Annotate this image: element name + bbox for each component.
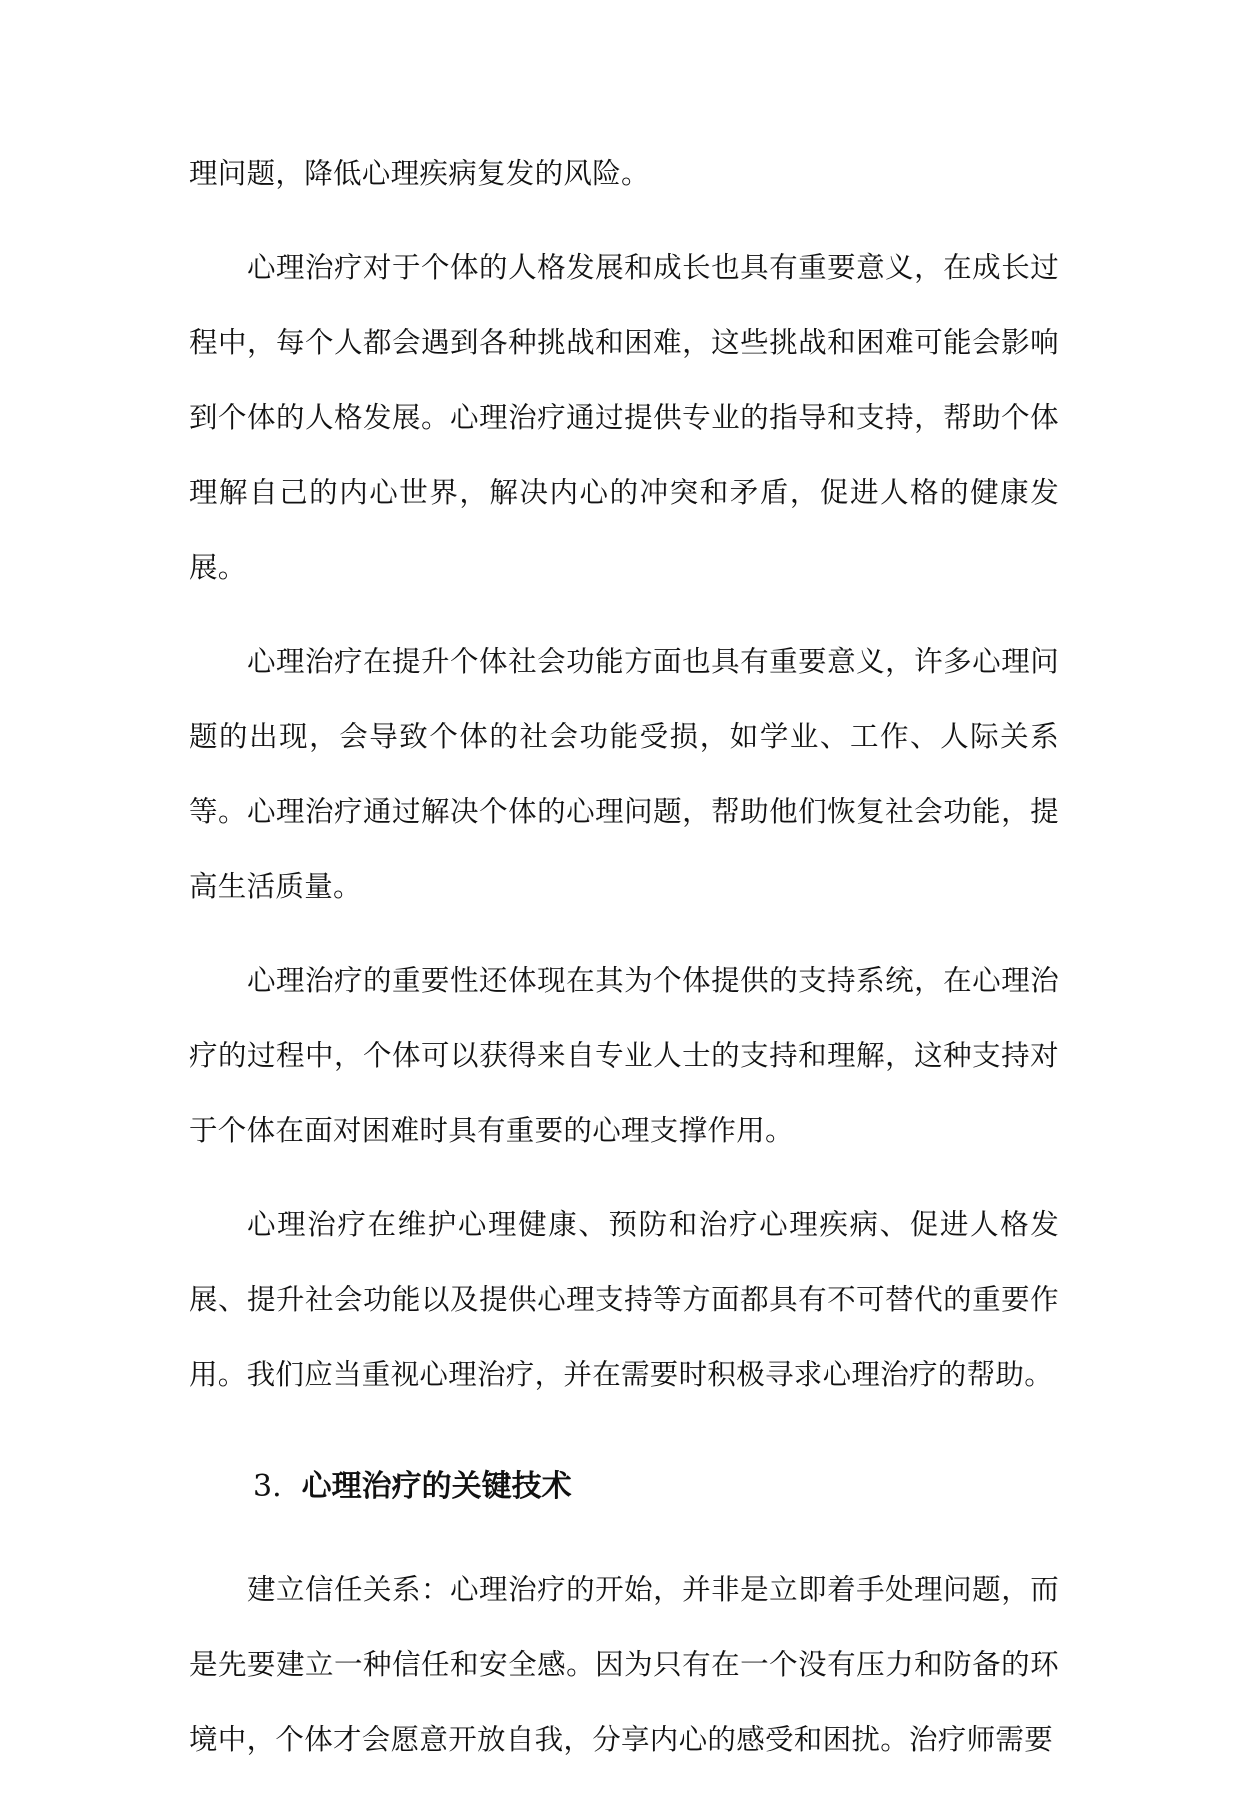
section-heading <box>189 1452 1059 1522</box>
document-body <box>189 136 1059 1796</box>
paragraph-social-function: 心理治疗在提升个体社会功能方面也具有重要意义，许多心理问题的出现，会导致个体的社会功能受损，如学业、工作、人际关系等。心理治疗通过解决个体的心理问题，帮助他们恢复社会功能，提高生活质量。 <box>189 645 1059 903</box>
paragraph-continuation: 理问题，降低心理疾病复发的风险。 <box>189 157 650 190</box>
paragraph-support-system: 心理治疗的重要性还体现在其为个体提供的支持系统，在心理治疗的过程中，个体可以获得来自专业人士的支持和理解，这种支持对于个体在面对困难时具有重要的心理支撑作用。 <box>189 964 1059 1147</box>
paragraph-summary: 心理治疗在维护心理健康、预防和治疗心理疾病、促进人格发展、提升社会功能以及提供心理支持等方面都具有不可替代的重要作用。我们应当重视心理治疗，并在需要时积极寻求心理治疗的帮助。 <box>189 1208 1059 1391</box>
section-number: 3. <box>253 1469 282 1504</box>
paragraph-trust-relationship: 建立信任关系：心理治疗的开始，并非是立即着手处理问题，而是先要建立一种信任和安全感。因为只有在一个没有压力和防备的环境中，个体才会愿意开放自我，分享内心的感受和困扰。治疗师需要 <box>189 1573 1059 1756</box>
section-title: 心理治疗的关键技术 <box>301 1469 572 1504</box>
paragraph-personality-development: 心理治疗对于个体的人格发展和成长也具有重要意义，在成长过程中，每个人都会遇到各种挑战和困难，这些挑战和困难可能会影响到个体的人格发展。心理治疗通过提供专业的指导和支持，帮助个体理解自己的内心世界，解决内心的冲突和矛盾，促进人格的健康发展。 <box>189 251 1059 584</box>
